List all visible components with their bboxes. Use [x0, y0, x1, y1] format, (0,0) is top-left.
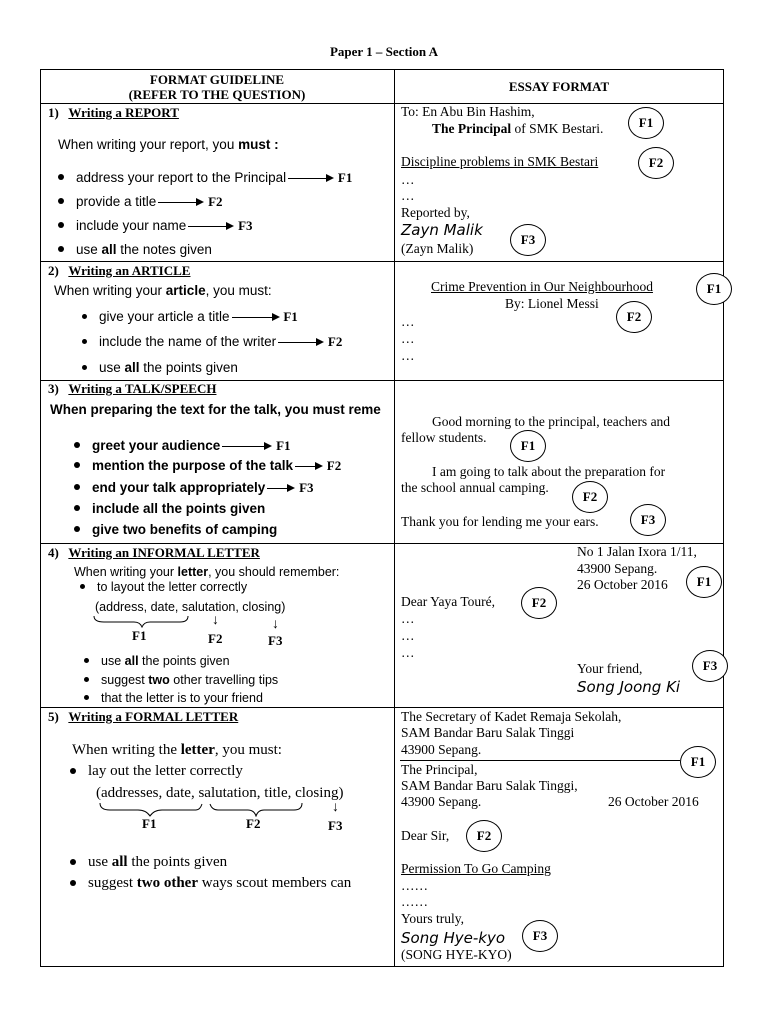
formal-intro-b: letter	[180, 742, 215, 758]
formal-divider	[400, 760, 680, 761]
talk-item-4c: the points given	[158, 501, 266, 516]
informal-dots-1: …	[401, 611, 415, 626]
article-dots-3: …	[401, 348, 415, 363]
formal-intro-c: , you must:	[214, 742, 282, 758]
talk-p1b: fellow students.	[401, 430, 487, 445]
formal-item-2	[70, 854, 227, 871]
report-item-4a: use	[76, 242, 102, 257]
report-principal-rest: of SMK Bestari.	[511, 121, 604, 136]
article-tag-f1: F1	[283, 309, 298, 324]
talk-essay-tag-f1: F1	[510, 430, 546, 462]
formal-item-3c: ways scout members can	[197, 875, 352, 891]
formal-part-f1: F1	[142, 816, 157, 831]
formal-item-1	[70, 763, 243, 780]
informal-dear: Dear Yaya Touré,	[401, 594, 496, 609]
report-intro-must: must :	[238, 137, 279, 152]
formal-intro	[72, 742, 282, 759]
page-title: Paper 1 – Section A	[329, 44, 439, 59]
talk-intro	[50, 402, 388, 417]
report-essay-tag-f1: F1	[628, 107, 664, 139]
talk-p2b: the school annual camping.	[401, 480, 549, 495]
report-item-3-text: include your name	[76, 218, 187, 233]
article-title: Writing an ARTICLE	[68, 263, 191, 278]
talk-item-5	[74, 522, 277, 537]
report-dots-2: …	[401, 188, 415, 203]
formal-dots-2: ……	[401, 894, 428, 909]
report-dots-1: …	[401, 172, 415, 187]
talk-tag-f3: F3	[299, 480, 314, 495]
report-name: (Zayn Malik)	[401, 241, 474, 256]
informal-item-2c: the points given	[138, 654, 230, 668]
talk-intro-c: , you must reme	[277, 402, 381, 417]
informal-intro-a: When writing your	[74, 565, 178, 579]
formal-number: 5)	[48, 709, 59, 724]
report-number: 1)	[48, 105, 59, 120]
formal-part-f2: F2	[246, 816, 261, 831]
informal-parts: (address, date, salutation, closing)	[95, 600, 286, 614]
report-intro-text: When writing your report, you	[58, 137, 239, 152]
header-right: ESSAY FORMAT	[508, 79, 610, 94]
report-principal	[432, 121, 603, 137]
report-item-2	[58, 194, 223, 210]
talk-heading	[48, 381, 216, 397]
article-dots-2: …	[401, 331, 415, 346]
informal-essay-tag-f1: F1	[686, 566, 722, 598]
formal-to2: SAM Bandar Baru Salak Tinggi,	[401, 778, 578, 793]
talk-essay-tag-f2: F2	[572, 481, 608, 513]
informal-title: Writing an INFORMAL LETTER	[68, 545, 260, 560]
formal-item-3b: two other	[136, 875, 198, 891]
informal-item-3	[84, 673, 278, 687]
informal-addr2: 43900 Sepang.	[577, 561, 658, 576]
talk-title: Writing a TALK/SPEECH	[68, 381, 217, 396]
talk-item-5a: give	[92, 522, 123, 537]
talk-item-2-text: mention the purpose of the talk	[92, 458, 294, 473]
informal-part-f2: F2	[208, 631, 223, 646]
talk-intro-a: When preparing the text for the	[50, 402, 255, 417]
report-signature: Zayn Malik	[401, 221, 483, 239]
talk-item-4a: include	[92, 501, 144, 516]
informal-item-3c: other travelling tips	[169, 673, 279, 687]
informal-item-3a: suggest	[101, 673, 149, 687]
report-principal-bold: The Principal	[432, 121, 512, 136]
formal-from3: 43900 Sepang.	[401, 742, 482, 757]
report-to: To: En Abu Bin Hashim,	[401, 104, 535, 119]
informal-arrow-f3: ↓	[272, 617, 279, 632]
formal-signature: Song Hye-kyo	[401, 929, 506, 947]
article-item-3	[82, 360, 238, 375]
talk-tag-f1: F1	[276, 438, 291, 453]
report-subject: Discipline problems in SMK Bestari	[401, 154, 599, 169]
formal-dear: Dear Sir,	[401, 828, 450, 843]
informal-date: 26 October 2016	[577, 577, 668, 592]
talk-item-5b: two	[122, 522, 147, 537]
talk-item-4b: all	[143, 501, 159, 516]
informal-item-2	[84, 654, 230, 668]
informal-item-1	[80, 580, 247, 594]
report-title: Writing a REPORT	[68, 105, 179, 120]
report-item-1-text: address your report to the Principal	[76, 170, 287, 185]
formal-from2: SAM Bandar Baru Salak Tinggi	[401, 725, 575, 740]
formal-essay-tag-f1: F1	[680, 746, 716, 778]
formal-essay-tag-f2: F2	[466, 820, 502, 852]
talk-item-3-text: end your talk appropriately	[92, 480, 266, 495]
talk-item-1	[74, 438, 291, 454]
formal-closing: Yours truly,	[401, 911, 465, 926]
formal-essay-tag-f3: F3	[522, 920, 558, 952]
informal-dots-3: …	[401, 645, 415, 660]
formal-item-3	[70, 875, 388, 892]
talk-p3: Thank you for lending me your ears.	[401, 514, 599, 529]
article-number: 2)	[48, 263, 59, 278]
informal-heading	[48, 545, 260, 561]
talk-item-5c: benefits of camping	[146, 522, 278, 537]
article-item-1	[82, 309, 298, 325]
informal-arrow-f2: ↓	[212, 613, 219, 628]
formal-subject: Permission To Go Camping	[401, 861, 551, 876]
report-item-3	[58, 218, 253, 234]
article-dots-1: …	[401, 314, 415, 329]
talk-item-3	[74, 480, 314, 496]
report-essay-tag-f2: F2	[638, 147, 674, 179]
article-essay-tag-f2: F2	[616, 301, 652, 333]
formal-item-1-text: lay out the letter correctly	[88, 763, 243, 779]
formal-item-2a: use	[88, 854, 112, 870]
informal-item-3b: two	[148, 673, 170, 687]
report-tag-f2: F2	[208, 194, 223, 209]
article-intro-b: article	[165, 283, 206, 298]
formal-heading	[48, 709, 238, 725]
informal-item-4	[84, 691, 263, 705]
informal-intro-b: letter	[177, 565, 209, 579]
report-essay-tag-f3: F3	[510, 224, 546, 256]
formal-dots-1: ……	[401, 878, 428, 893]
informal-addr1: No 1 Jalan Ixora 1/11,	[577, 544, 697, 559]
header-left-line2: (REFER TO THE QUESTION)	[128, 87, 306, 102]
informal-intro	[74, 565, 339, 579]
talk-essay-tag-f3: F3	[630, 504, 666, 536]
formal-item-2b: all	[111, 854, 128, 870]
report-item-4	[58, 242, 212, 257]
formal-arrow-f3: ↓	[332, 800, 339, 815]
article-item-2	[82, 334, 342, 350]
report-item-1	[58, 170, 352, 186]
article-intro-c: , you must:	[205, 283, 272, 298]
formal-to3: 43900 Sepang.	[401, 794, 482, 809]
article-item-1-text: give your article a title	[99, 309, 230, 324]
informal-part-f1: F1	[132, 628, 147, 643]
formal-brace	[98, 801, 318, 817]
report-tag-f1: F1	[337, 170, 353, 185]
article-essay-tag-f1: F1	[696, 273, 732, 305]
header-left-line1: FORMAT GUIDELINE	[149, 72, 285, 87]
talk-tag-f2: F2	[326, 458, 342, 473]
informal-essay-tag-f2: F2	[521, 587, 557, 619]
talk-p1: Good morning to the principal, teachers and	[432, 414, 671, 429]
article-tag-f2: F2	[327, 334, 343, 349]
informal-item-4-text: that the letter is to your friend	[101, 691, 263, 705]
article-by: By: Lionel Messi	[505, 296, 599, 311]
report-heading	[48, 105, 179, 121]
report-item-2-text: provide a title	[76, 194, 157, 209]
talk-item-2	[74, 458, 341, 474]
article-item-3b: all	[124, 360, 140, 375]
informal-essay-tag-f3: F3	[692, 650, 728, 682]
formal-intro-a: When writing the	[72, 742, 181, 758]
report-tag-f3: F3	[238, 218, 253, 233]
formal-name: (SONG HYE-KYO)	[401, 947, 512, 962]
formal-from1: The Secretary of Kadet Remaja Sekolah,	[401, 709, 622, 724]
talk-number: 3)	[48, 381, 59, 396]
talk-p2: I am going to talk about the preparation for	[432, 464, 666, 479]
report-item-4c: the notes given	[116, 242, 212, 257]
informal-item-2b: all	[124, 654, 139, 668]
article-item-3a: use	[99, 360, 125, 375]
article-intro-a: When writing your	[54, 283, 166, 298]
informal-closing: Your friend,	[577, 661, 643, 676]
formal-item-3a: suggest	[88, 875, 137, 891]
informal-part-f3: F3	[268, 633, 283, 648]
informal-intro-c: , you should remember:	[208, 565, 340, 579]
report-item-4b: all	[101, 242, 117, 257]
article-essay-title: Crime Prevention in Our Neighbourhood	[431, 279, 653, 294]
talk-item-4	[74, 501, 265, 516]
header-left	[40, 72, 394, 102]
report-reported-by: Reported by,	[401, 205, 470, 220]
informal-item-1-text: to layout the letter correctly	[97, 580, 248, 594]
formal-parts: (addresses, date, salutation, title, closing)	[96, 785, 344, 801]
article-intro	[54, 283, 272, 298]
formal-part-f3: F3	[328, 818, 343, 833]
formal-title: Writing a FORMAL LETTER	[68, 709, 239, 724]
talk-intro-b: talk	[254, 402, 278, 417]
informal-item-2a: use	[101, 654, 125, 668]
article-item-3c: the points given	[139, 360, 238, 375]
informal-number: 4)	[48, 545, 59, 560]
talk-item-1-text: greet your audience	[92, 438, 221, 453]
informal-dots-2: …	[401, 628, 415, 643]
formal-date: 26 October 2016	[608, 794, 699, 809]
informal-brace	[92, 614, 192, 628]
formal-to1: The Principal,	[401, 762, 478, 777]
article-item-2-text: include the name of the writer	[99, 334, 277, 349]
informal-signature: Song Joong Ki	[577, 678, 681, 696]
article-heading	[48, 263, 190, 279]
formal-item-2c: the points given	[127, 854, 228, 870]
report-intro	[58, 137, 279, 152]
